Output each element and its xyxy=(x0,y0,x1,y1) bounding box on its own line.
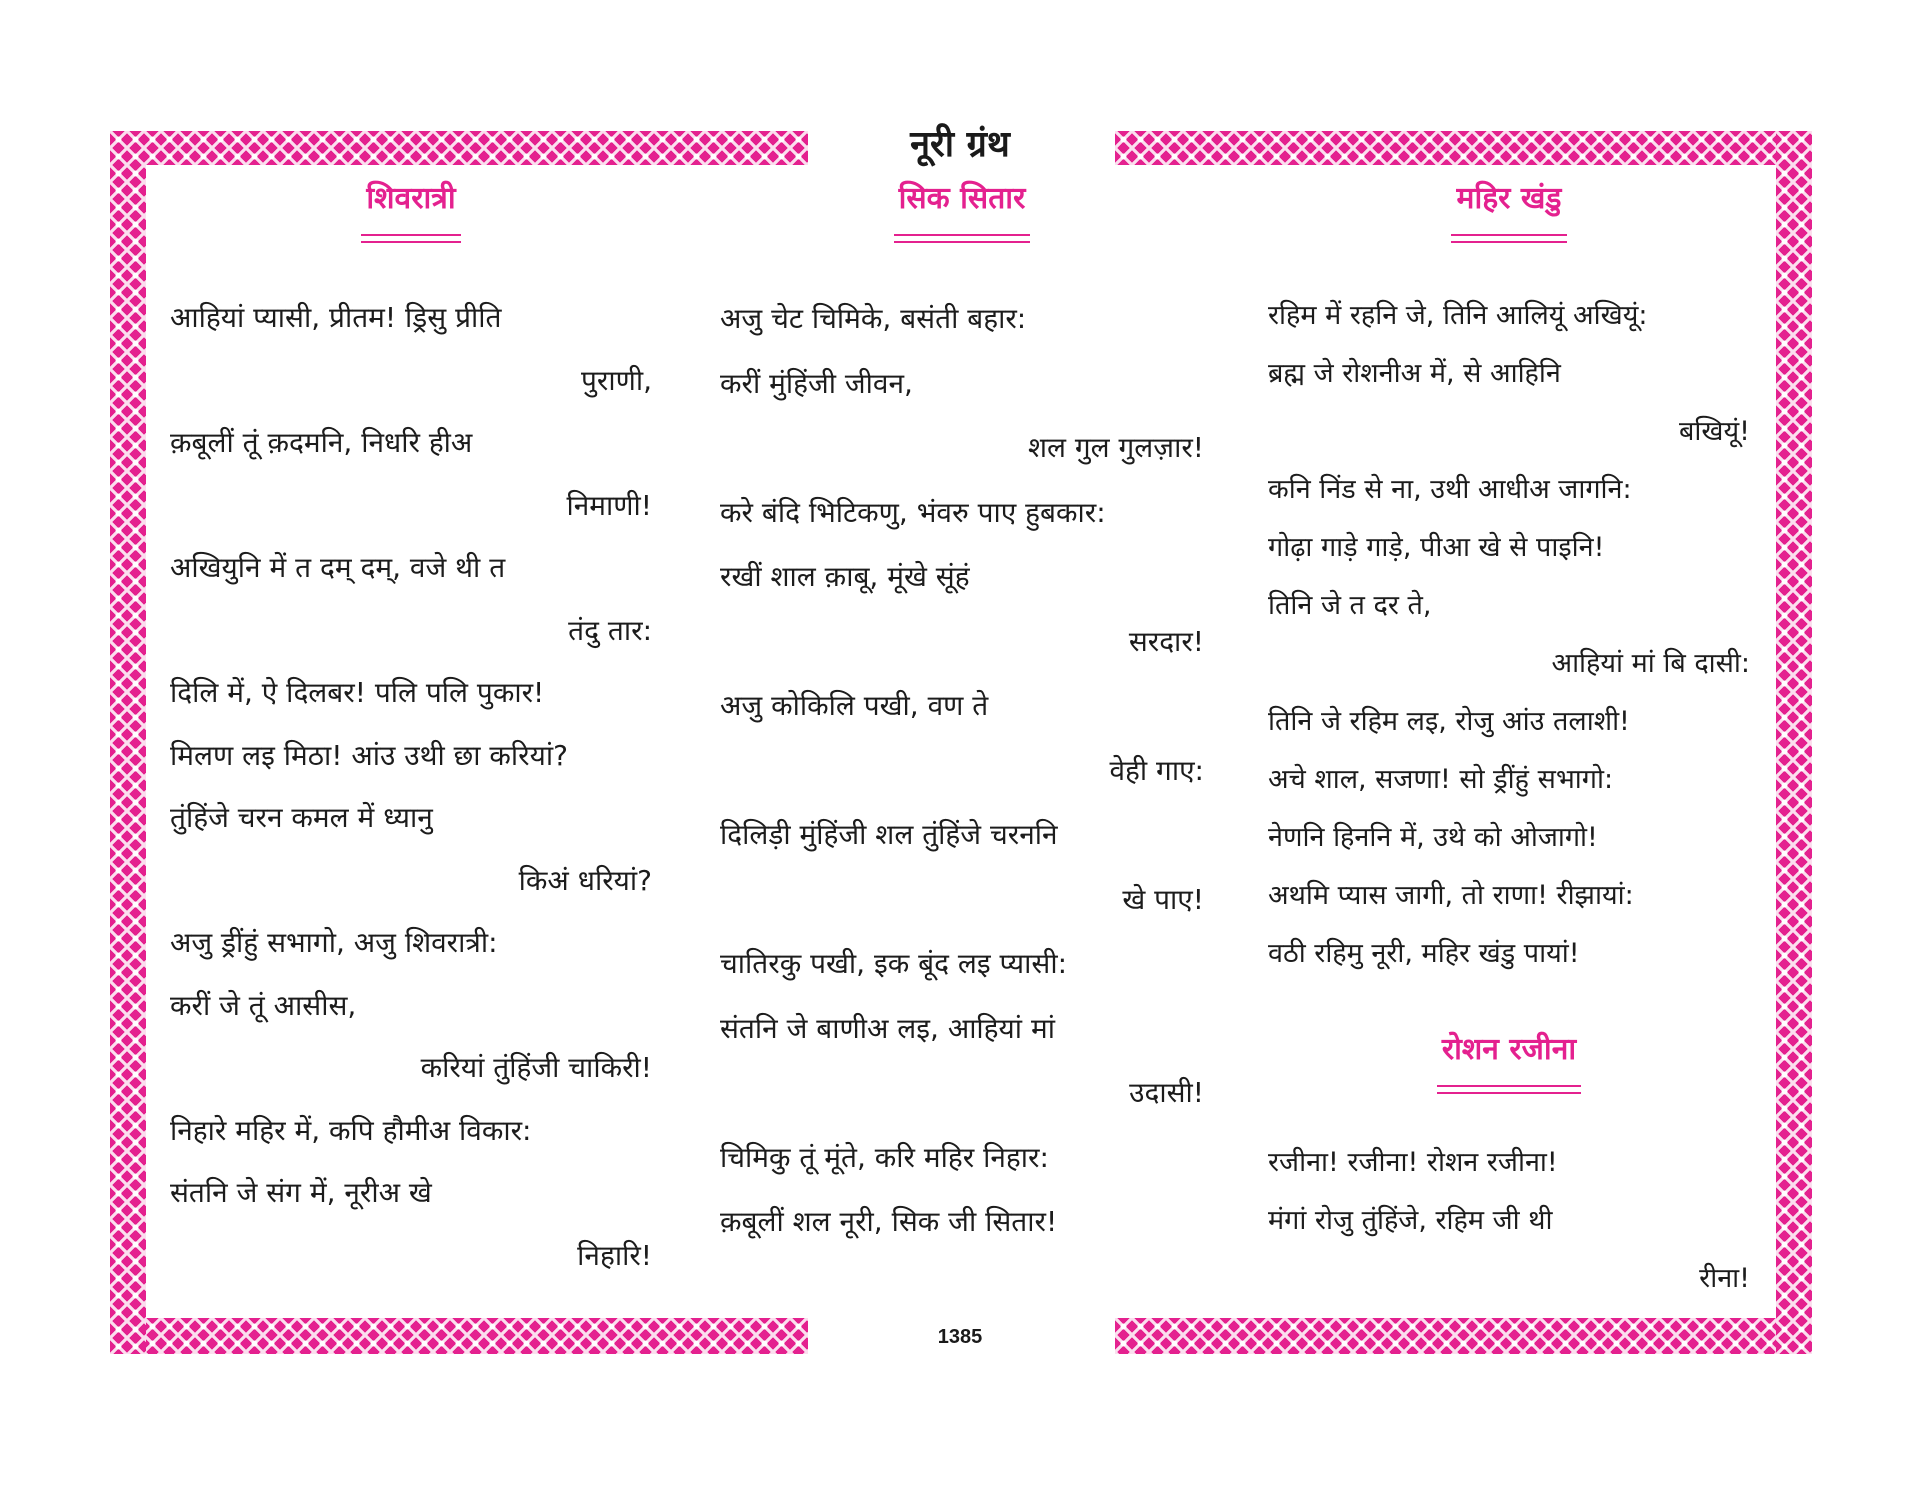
poem-verse xyxy=(720,287,1204,1255)
verse-line: बखियूं! xyxy=(1679,416,1750,447)
right-border xyxy=(1776,131,1812,1354)
poem-heading: रोशन रजीना xyxy=(1441,1032,1577,1067)
verse-line: सरदार! xyxy=(1128,624,1204,658)
verse-line: करे बंदि भिटिकणु, भंवरु पाए हुबकार: xyxy=(720,495,1106,529)
verse-line: करियां तुंहिंजी चाकिरी! xyxy=(420,1051,652,1084)
verse-line: करीं जे तूं आसीस, xyxy=(170,988,357,1022)
verse-line: क़बूलीं शल नूरी, सिक जी सितार! xyxy=(720,1205,1058,1238)
poem-shivratri xyxy=(170,178,652,1287)
verse-line: कनि निंड से ना, उथी आधीअ जागनि: xyxy=(1268,474,1632,505)
verse-line: निहारि! xyxy=(577,1238,652,1272)
verse-line: अजु ड्रींहुं सभागो, अजु शिवरात्री: xyxy=(170,926,498,959)
verse-line: दिलि में, ऐ दिलबर! पलि पलि पुकार! xyxy=(170,676,545,709)
verse-line: निमाणी! xyxy=(566,488,652,522)
verse-line: करीं मुंहिंजी जीवन, xyxy=(720,366,913,400)
heading-underline xyxy=(1437,1085,1581,1094)
verse-line: अचे शाल, सजणा! सो ड्रींहुं सभागो: xyxy=(1268,764,1614,795)
verse-line: किअं धरियां? xyxy=(518,863,652,897)
verse-line: नेणनि हिननि में, उथे को ओजागो! xyxy=(1268,822,1598,853)
page-number: 1385 xyxy=(937,1326,983,1348)
verse-line: मिलण लइ मिठा! आंउ उथी छा करियां? xyxy=(170,738,568,772)
verse-line: शल गुल गुलज़ार! xyxy=(1027,431,1204,464)
left-border xyxy=(110,131,146,1354)
verse-line: पुराणी, xyxy=(580,363,652,397)
bottom-border-right xyxy=(1115,1318,1812,1354)
poem-verse xyxy=(170,287,652,1287)
top-border-right xyxy=(1115,131,1812,165)
verse-line: मंगां रोजु तुंहिंजे, रहिम जी थी xyxy=(1268,1205,1553,1236)
poem-verse xyxy=(1268,1134,1750,1308)
verse-line: तुंहिंजे चरन कमल में ध्यानु xyxy=(170,801,433,834)
verse-line: ब्रह्म जे रोशनीअ में, से आहिनि xyxy=(1268,358,1561,389)
verse-line: संतनि जे बाणीअ लइ, आहियां मां xyxy=(720,1011,1055,1045)
poem-heading: सिक सितार xyxy=(898,181,1026,216)
verse-line: तंदु तार: xyxy=(568,613,652,647)
bottom-border-left xyxy=(110,1318,808,1354)
verse-line: निहारे महिर में, कपि हौमीअ विकार: xyxy=(170,1113,532,1147)
verse-line: अजु चेट चिमिके, बसंती बहार: xyxy=(720,302,1027,335)
verse-line: रजीना! रजीना! रोशन रजीना! xyxy=(1268,1147,1558,1178)
heading-underline xyxy=(894,234,1030,243)
heading-underline xyxy=(361,234,461,243)
verse-line: वेही गाए: xyxy=(1109,753,1204,787)
poem-roshan-rajina xyxy=(1268,1029,1750,1308)
verse-line: खे पाए! xyxy=(1122,882,1204,916)
verse-line: रीना! xyxy=(1699,1263,1750,1294)
verse-line: अजु कोकिलि पखी, वण ते xyxy=(720,689,989,722)
poem-heading: शिवरात्री xyxy=(366,181,456,216)
top-border-left xyxy=(110,131,808,165)
verse-line: आहियां मां बि दासी: xyxy=(1551,648,1750,679)
verse-line: आहियां प्यासी, प्रीतम! ड्रिसु प्रीति xyxy=(170,301,502,334)
verse-line: वठी रहिमु नूरी, महिर खंडु पायां! xyxy=(1268,938,1580,969)
verse-line: संतनि जे संग में, नूरीअ खे xyxy=(170,1176,432,1209)
verse-line: तिनि जे त दर ते, xyxy=(1268,590,1432,621)
verse-line: चिमिकु तूं मूंते, करि महिर निहार: xyxy=(720,1140,1049,1174)
verse-line: उदासी! xyxy=(1129,1076,1204,1109)
verse-line: रखीं शाल क़ाबू, मूंखे सूंहं xyxy=(720,560,970,593)
poem-verse xyxy=(1268,287,1750,983)
heading-underline xyxy=(1451,234,1567,243)
verse-line: गोढ़ा गाड़े गाड़े, पीआ खे से पाइनि! xyxy=(1268,532,1605,563)
poem-sik-sitar xyxy=(720,178,1204,1255)
verse-line: तिनि जे रहिम लइ, रोजु आंउ तलाशी! xyxy=(1268,706,1630,737)
verse-line: अथमि प्यास जागी, तो राणा! रीझायां: xyxy=(1268,880,1634,911)
poem-mahir-khandu xyxy=(1268,178,1750,1308)
verse-line: चातिरकु पखी, इक बूंद लइ प्यासी: xyxy=(720,947,1068,980)
verse-line: क़बूलीं तूं क़दमनि, निधरि हीअ xyxy=(170,426,473,459)
verse-line: दिलिड़ी मुंहिंजी शल तुंहिंजे चरननि xyxy=(720,818,1058,851)
page-title: नूरी ग्रंथ xyxy=(910,124,1010,165)
verse-line: अखियुनि में त दम् दम्, वजे थी त xyxy=(170,551,506,584)
verse-line: रहिम में रहनि जे, तिनि आलियूं अखियूं: xyxy=(1268,300,1648,331)
poem-heading: महिर खंडु xyxy=(1456,181,1562,216)
